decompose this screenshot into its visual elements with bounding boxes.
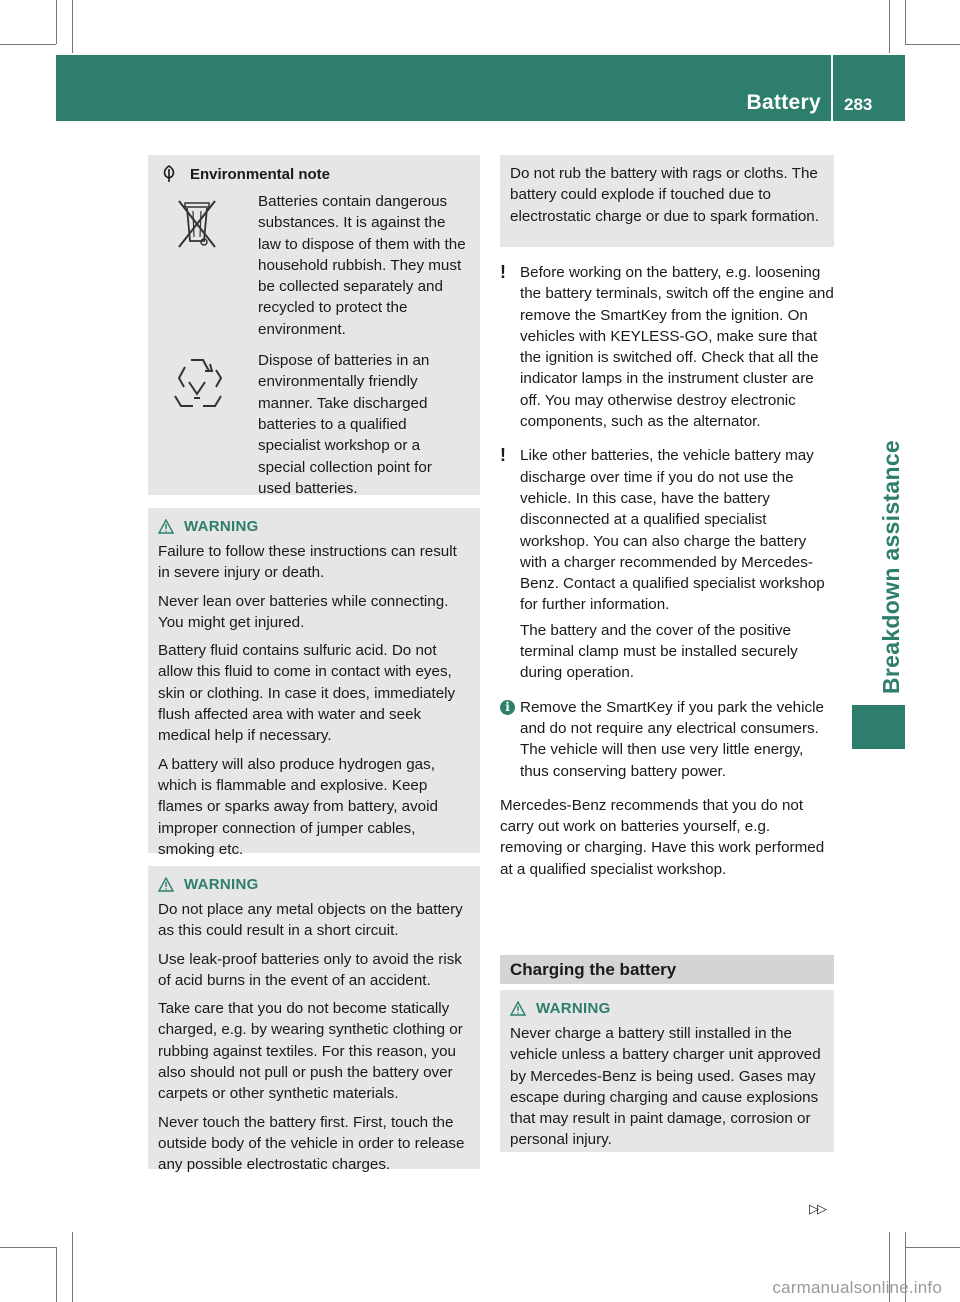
crop-mark [905, 0, 906, 44]
warning-title: WARNING [184, 876, 259, 893]
warning-box-continued [500, 155, 834, 247]
leaf-icon [162, 165, 176, 183]
caution-note [500, 262, 834, 436]
warning-heading [510, 1000, 824, 1017]
notes-section [500, 262, 834, 887]
warning-title: WARNING [184, 518, 259, 535]
warning-paragraph: Take care that you do not become statically charged, e.g. by wearing synthetic clothing or rubbing against textiles. For this reason, you also should not pull or push the battery over carpets or other synthetic materials. [158, 1000, 463, 1103]
environmental-note-title: Environmental note [190, 165, 331, 183]
crop-mark [72, 1232, 73, 1302]
section-tab-marker [852, 705, 905, 749]
environmental-note-text: Dispose of batteries in an environmentally friendly manner. Take discharged batteries to a qualified specialist workshop or a special collection point for used batteries. [258, 352, 432, 497]
warning-triangle-icon [158, 877, 174, 892]
crop-mark [905, 44, 960, 45]
page-header [56, 55, 905, 121]
warning-paragraph: Never touch the battery first. First, touch the outside body of the vehicle in order to release any possible electrostatic charges. [158, 1113, 465, 1174]
crop-mark [0, 1247, 56, 1248]
page-number: 283 [844, 95, 873, 114]
environmental-note-item [158, 350, 470, 499]
warning-paragraph: Do not place any metal objects on the battery as this could result in a short circuit. [158, 901, 463, 940]
charging-section [500, 955, 834, 1152]
warning-paragraph: Never lean over batteries while connecting. You might get injured. [158, 592, 449, 631]
warning-heading [158, 518, 470, 535]
crop-mark [889, 0, 890, 53]
crop-mark [56, 0, 57, 44]
note-paragraph: Like other batteries, the vehicle battery may discharge over time if you do not use the vehicle. In this case, have the battery disconnected at a qualified specialist workshop. You can also charge the battery with a charger recommended by Mercedes-Benz. Contact a qualified specialist workshop for further information. [520, 447, 825, 614]
warning-heading [158, 876, 470, 893]
crop-mark [0, 44, 56, 45]
header-divider [831, 55, 833, 121]
warning-paragraph: Never charge a battery still installed in the vehicle unless a battery charger unit approved by Mercedes-Benz is being used. Gases may escape during charging and cause explosions that may result in paint damage, corrosion or personal injury. [510, 1025, 821, 1149]
environmental-note-item [158, 191, 470, 340]
environmental-note-heading [162, 165, 470, 183]
warning-paragraph: Failure to follow these instructions can result in severe injury or death. [158, 543, 457, 582]
warning-paragraph: Do not rub the battery with rags or cloths. The battery could explode if touched due to electrostatic charge or due to spark formation. [510, 165, 819, 225]
crop-mark [72, 0, 73, 53]
warning-paragraph: Battery fluid contains sulfuric acid. Do not allow this fluid to come in contact with eyes, skin or clothing. In case it does, immediately flush affected area with water and seek medical help if necessary. [158, 642, 456, 745]
info-note [500, 697, 834, 786]
environmental-note-box [148, 155, 480, 495]
info-icon: i [500, 700, 515, 715]
watermark: carmanualsonline.info [772, 1278, 942, 1297]
section-heading: Charging the battery [500, 955, 834, 984]
crossed-out-bin-icon [173, 195, 221, 253]
continue-arrow-icon: ▷▷ [809, 1201, 825, 1216]
page-title: Battery [746, 91, 821, 114]
note-paragraph: The battery and the cover of the positive terminal clamp must be installed securely during operation. [520, 621, 798, 682]
warning-paragraph: Use leak-proof batteries only to avoid the risk of acid burns in the event of an accident. [158, 950, 462, 989]
warning-paragraph: A battery will also produce hydrogen gas, which is flammable and explosive. Keep flames or sparks away from battery, avoid improper connection of jumper cables, smoking etc. [158, 755, 438, 858]
note-paragraph: Before working on the battery, e.g. loosening the battery terminals, switch off the engine and remove the SmartKey from the ignition. On vehicles with KEYLESS-GO, make sure that the ignition is switched off. Check that all the indicator lamps in the instrument cluster are off. You may otherwise destroy electronic components, such as the alternator. [520, 264, 834, 431]
warning-box [148, 866, 480, 1174]
caution-mark-icon: ! [500, 445, 506, 466]
recycle-icon [167, 354, 227, 412]
crop-mark [905, 1247, 960, 1248]
warning-box [148, 508, 480, 858]
caution-mark-icon: ! [500, 262, 506, 282]
warning-title: WARNING [536, 1000, 611, 1017]
crop-mark [56, 1247, 57, 1302]
environmental-note-text: Batteries contain dangerous substances. It is against the law to dispose of them with the household rubbish. They must be collected separately and recycled to protect the environment. [258, 193, 466, 338]
section-tab-label: Breakdown assistance [878, 439, 904, 694]
note-paragraph: Remove the SmartKey if you park the vehicle and do not require any electrical consumers. The vehicle will then use very little energy, thus conserving battery power. [520, 698, 824, 780]
recommendation-paragraph: Mercedes-Benz recommends that you do not carry out work on batteries yourself, e.g. removing or charging. Have this work performed at a qualified specialist workshop. [500, 796, 825, 878]
warning-triangle-icon [510, 1001, 526, 1016]
warning-triangle-icon [158, 519, 174, 534]
caution-note [500, 445, 834, 687]
